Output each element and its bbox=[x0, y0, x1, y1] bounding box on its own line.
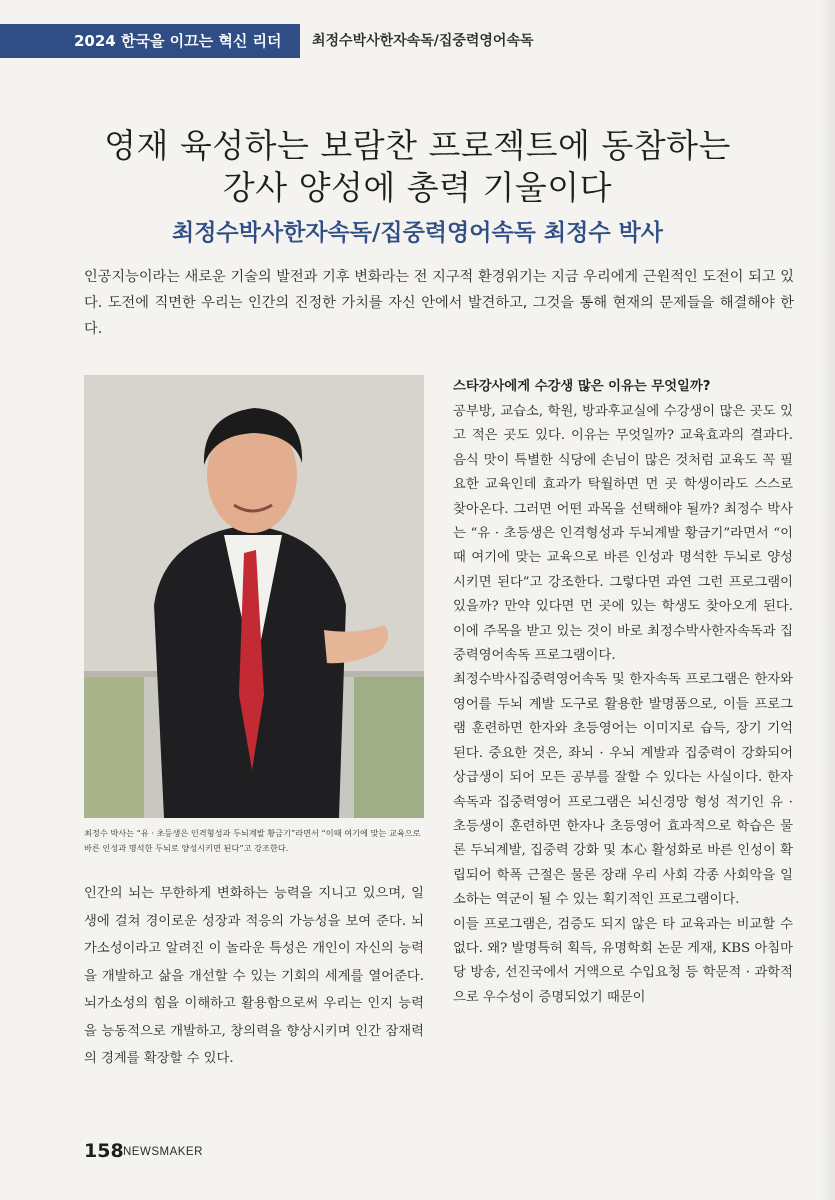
portrait-photo bbox=[84, 375, 424, 818]
page-number: 158 bbox=[84, 1140, 124, 1162]
section-banner bbox=[0, 24, 300, 58]
right-column-heading: 스타강사에게 수강생 많은 이유는 무엇일까? bbox=[453, 379, 711, 394]
page-edge-shadow bbox=[821, 0, 835, 1200]
headline-line-1: 영재 육성하는 보람찬 프로젝트에 동참하는 bbox=[104, 126, 731, 165]
body-paragraph: 최정수박사집중력영어속독 및 한자속독 프로그램은 한자와 영어를 두뇌 계발 도구로 활용한 발명품으로, 이들 프로그램 훈련하면 한자와 초등영어는 이미지로 습득, 장기 기억된다. 중요한 것은, 좌뇌 · 우뇌 계발과 집중력이 강화되어 상급생이 되어 모든 공부를 잘할 수 있다는 사실이다. 한자속독과 집중력영어 프로그램은 뇌신경망 형성 적기인 유 · 초등생이 훈련하면 한자나 초등영어 효과적으로 학습은 물론 두뇌계발, 집중력 강화 및 本心 활성화로 바른 인성이 확립되어 학폭 근절은 물론 장래 우리 사회 각종 사회악을 일소하는 역군이 될 수 있는 획기적인 프로그램이다. bbox=[453, 672, 793, 908]
headline-line-2: 강사 양성에 총력 기울이다 bbox=[222, 168, 613, 207]
section-label: 2024 한국을 이끄는 혁신 리더 bbox=[74, 32, 282, 50]
section-subject: 최정수박사한자속독/집중력영어속독 bbox=[312, 33, 534, 49]
right-column-body bbox=[453, 400, 793, 1010]
left-column-body: 인간의 뇌는 무한하게 변화하는 능력을 지니고 있으며, 일생에 걸쳐 경이로운 성장과 적응의 가능성을 보여 준다. 뇌가소성이라고 알려진 이 놀라운 특성은 개인이 자신의 능력을 개발하고 삶을 개선할 수 있는 기회의 세계를 열어준다. 뇌가소성의 힘을 이해하고 활용함으로써 우리는 인지 능력을 능동적으로 개발하고, 창의력을 향상시키며 인간 잠재력의 경계를 확장할 수 있다. bbox=[84, 886, 424, 1066]
portrait-illustration bbox=[84, 375, 424, 818]
right-column bbox=[453, 376, 793, 1010]
body-paragraph: 이들 프로그램은, 검증도 되지 않은 타 교육과는 비교할 수 없다. 왜? 발명특허 획득, 유명학회 논문 게재, KBS 아침마당 방송, 선진국에서 거액으로 수입요청 등 학문적 · 과학적으로 우수성이 증명되었기 때문이 bbox=[453, 916, 793, 1005]
article-subtitle: 최정수박사한자속독/집중력영어속독 최정수 박사 bbox=[172, 220, 663, 246]
magazine-name: NEWSMAKER bbox=[123, 1146, 203, 1158]
lead-paragraph: 인공지능이라는 새로운 기술의 발전과 기후 변화라는 전 지구적 환경위기는 지금 우리에게 근원적인 도전이 되고 있다. 도전에 직면한 우리는 인간의 진정한 가치를 자신 안에서 발견하고, 그것을 통해 현재의 문제들을 해결해야 한다. bbox=[84, 269, 794, 337]
body-paragraph: 공부방, 교습소, 학원, 방과후교실에 수강생이 많은 곳도 있고 적은 곳도 있다. 이유는 무엇일까? 교육효과의 결과다. 음식 맛이 특별한 식당에 손님이 많은 것처럼 교육도 꼭 필요한 교육인데 효과가 탁월하면 먼 곳 학생이라도 스스로 찾아온다. 그러면 어떤 과목을 선택해야 될까? 최정수 박사는 “유 · 초등생은 인격형성과 두뇌계발 황금기”라면서 “이때 여기에 맞는 교육으로 바른 인성과 명석한 두뇌로 양성시키면 된다”고 강조한다. 그렇다면 과연 그런 프로그램이 있을까? 만약 있다면 먼 곳에 있는 학생도 찾아오게 된다. 이에 주목을 받고 있는 것이 바로 최정수박사한자속독과 집중력영어속독 프로그램이다. bbox=[453, 404, 793, 664]
photo-caption: 최정수 박사는 “유 · 초등생은 인격형성과 두뇌계발 황금기”라면서 “이때 여기에 맞는 교육으로 바른 인성과 명석한 두뇌로 양성시키면 된다”고 강조한다. bbox=[84, 828, 421, 853]
